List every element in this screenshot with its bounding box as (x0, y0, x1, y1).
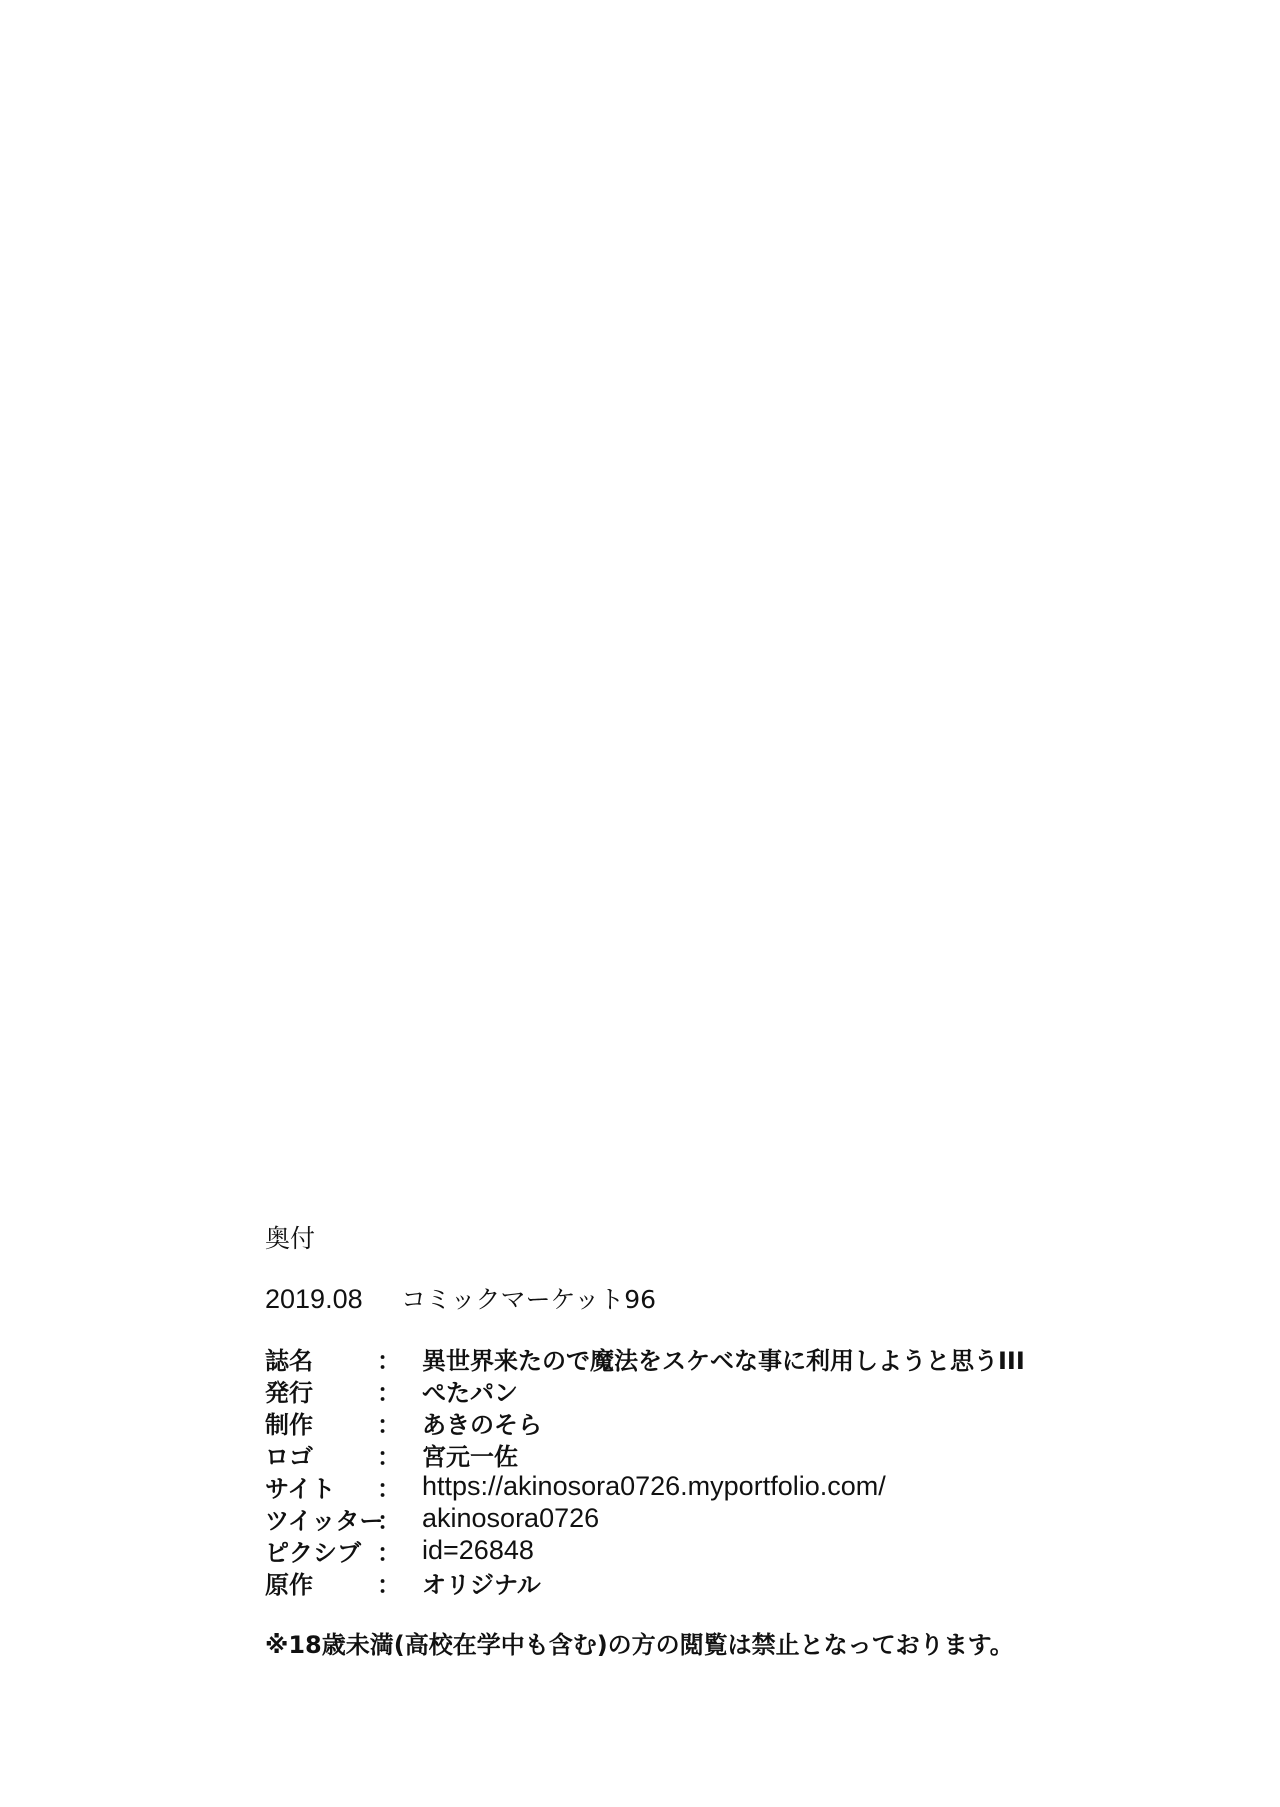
logo-designer: 宮元一佐 (422, 1442, 518, 1471)
book-title: 異世界来たので魔法をスケベな事に利用しようと思うIII (422, 1346, 1025, 1375)
row-title (265, 1342, 1165, 1374)
colophon-heading: 奥付 (265, 1224, 316, 1253)
row-colon: ： (377, 1474, 401, 1503)
twitter-handle: akinosora0726 (422, 1502, 600, 1533)
row-label: 制作 (265, 1410, 313, 1439)
age-restriction-notice: ※18歳未満(高校在学中も含む)の方の閲覧は禁止となっております。 (265, 1631, 1014, 1659)
row-colon: ： (377, 1570, 401, 1599)
info-table (265, 1342, 1165, 1598)
row-label: ピクシブ (265, 1538, 361, 1567)
colophon (265, 1222, 1165, 1662)
row-colon: ： (377, 1410, 401, 1439)
event-name: コミックマーケット96 (401, 1285, 657, 1314)
pixiv-id: id=26848 (422, 1534, 534, 1565)
row-label: 原作 (265, 1570, 313, 1599)
row-colon: ： (377, 1538, 401, 1567)
row-site (265, 1470, 1165, 1502)
row-original (265, 1566, 1165, 1598)
publication-date: 2019.08 (265, 1284, 363, 1314)
event-line (265, 1282, 1165, 1316)
row-label: 誌名 (265, 1346, 313, 1375)
row-colon: ： (377, 1442, 401, 1471)
row-label: 発行 (265, 1378, 313, 1407)
row-production (265, 1406, 1165, 1438)
row-colon: ： (377, 1378, 401, 1407)
row-label: ツイッター (265, 1506, 384, 1535)
row-colon: ： (377, 1506, 401, 1535)
row-publisher (265, 1374, 1165, 1406)
row-label: ロゴ (265, 1442, 313, 1471)
producer-name: あきのそら (422, 1410, 542, 1439)
original-work: オリジナル (422, 1570, 541, 1599)
publisher-name: ぺたパン (422, 1378, 518, 1407)
row-twitter (265, 1502, 1165, 1534)
row-pixiv (265, 1534, 1165, 1566)
row-label: サイト (265, 1474, 336, 1503)
row-colon: ： (377, 1346, 401, 1375)
site-url: https://akinosora0726.myportfolio.com/ (422, 1470, 886, 1501)
row-logo (265, 1438, 1165, 1470)
